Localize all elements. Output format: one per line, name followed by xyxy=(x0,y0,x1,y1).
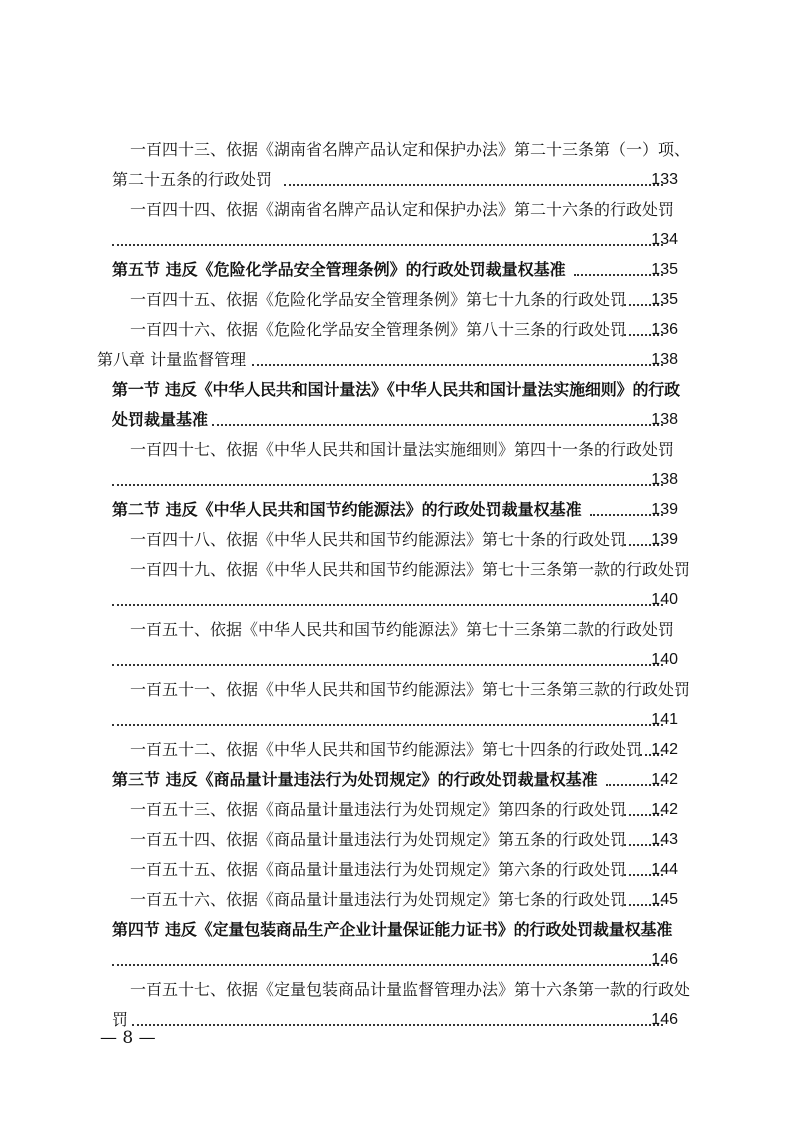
dot-leader xyxy=(112,228,663,252)
toc-entry-149[interactable] xyxy=(0,558,793,582)
toc-page-number: 138 xyxy=(651,471,678,488)
dot-leader xyxy=(112,708,663,732)
toc-entry-143[interactable] xyxy=(0,138,793,162)
toc-section-title: 第五节 违反《危险化学品安全管理条例》的行政处罚裁量权基准 xyxy=(112,260,566,279)
toc-entry-154[interactable] xyxy=(0,828,793,852)
dot-leader xyxy=(112,948,663,972)
dot-leader xyxy=(132,1008,663,1032)
toc-section-1[interactable] xyxy=(0,378,793,402)
toc-section-title: 第四节 违反《定量包装商品生产企业计量保证能力证书》的行政处罚裁量权基准 xyxy=(112,920,673,939)
toc-entry-153[interactable] xyxy=(0,798,793,822)
toc-entry-145[interactable] xyxy=(0,288,793,312)
toc-section-2[interactable] xyxy=(0,498,793,522)
toc-entry-147[interactable] xyxy=(0,438,793,462)
toc-page-number: 146 xyxy=(651,1011,678,1028)
dot-leader xyxy=(112,468,663,492)
toc-entry-text: 一百五十一、依据《中华人民共和国节约能源法》第七十三条第三款的行政处罚 xyxy=(130,680,691,699)
toc-entry-151[interactable] xyxy=(0,678,793,702)
toc-entry-text: 一百五十、依据《中华人民共和国节约能源法》第七十三条第二款的行政处罚 xyxy=(130,620,675,639)
toc-page-number: 138 xyxy=(651,411,678,428)
toc-page-number: 139 xyxy=(651,501,678,518)
toc-entry-text: 一百五十七、依据《定量包装商品计量监督管理办法》第十六条第一款的行政处 xyxy=(130,980,691,999)
toc-page-number: 143 xyxy=(651,831,678,848)
toc-entry-157[interactable] xyxy=(0,978,793,1002)
toc-section-title: 第三节 违反《商品量计量违法行为处罚规定》的行政处罚裁量权基准 xyxy=(112,770,598,789)
toc-entry-text: 一百五十五、依据《商品量计量违法行为处罚规定》第六条的行政处罚 xyxy=(130,860,627,879)
toc-entry-152[interactable] xyxy=(0,738,793,762)
toc-page-number: 135 xyxy=(651,291,678,308)
toc-page-number: 141 xyxy=(651,711,678,728)
toc-page-number: 139 xyxy=(651,531,678,548)
toc-page-number: 145 xyxy=(651,891,678,908)
toc-page-number: 146 xyxy=(651,951,678,968)
toc-page-number: 138 xyxy=(651,351,678,368)
toc-chapter-title: 第八章 计量监督管理 xyxy=(97,350,247,369)
toc-entry-text: 一百五十三、依据《商品量计量违法行为处罚规定》第四条的行政处罚 xyxy=(130,800,627,819)
toc-page-number: 134 xyxy=(651,231,678,248)
toc-section-5[interactable] xyxy=(0,258,793,282)
toc-entry-text: 一百五十四、依据《商品量计量违法行为处罚规定》第五条的行政处罚 xyxy=(130,830,627,849)
toc-page-number: 142 xyxy=(651,771,678,788)
toc-entry-150-cont[interactable] xyxy=(0,648,793,672)
toc-entry-text: 一百四十七、依据《中华人民共和国计量法实施细则》第四十一条的行政处罚 xyxy=(130,440,675,459)
toc-entry-text: 罚 xyxy=(112,1010,129,1029)
dot-leader xyxy=(212,408,663,432)
toc-entry-text: 第二十五条的行政处罚 xyxy=(112,170,273,189)
toc-section-4[interactable] xyxy=(0,918,793,942)
toc-section-title: 处罚裁量基准 xyxy=(112,410,209,429)
dot-leader xyxy=(252,348,663,372)
toc-section-title: 第一节 违反《中华人民共和国计量法》《中华人民共和国计量法实施细则》的行政 xyxy=(112,380,681,399)
toc-entry-144[interactable] xyxy=(0,198,793,222)
toc-entry-147-cont[interactable] xyxy=(0,468,793,492)
page-footer-number: — 8 — xyxy=(100,1028,156,1048)
dot-leader xyxy=(112,648,663,672)
toc-entry-text: 一百四十四、依据《湖南省名牌产品认定和保护办法》第二十六条的行政处罚 xyxy=(130,200,675,219)
toc-entry-text: 一百四十九、依据《中华人民共和国节约能源法》第七十三条第一款的行政处罚 xyxy=(130,560,691,579)
toc-page-number: 142 xyxy=(651,741,678,758)
toc-entry-143-cont[interactable] xyxy=(0,168,793,192)
dot-leader xyxy=(574,258,663,282)
toc-page-number: 142 xyxy=(651,801,678,818)
toc-page-number: 144 xyxy=(651,861,678,878)
toc-section-4-cont[interactable] xyxy=(0,948,793,972)
toc-entry-text: 一百五十二、依据《中华人民共和国节约能源法》第七十四条的行政处罚 xyxy=(130,740,643,759)
toc-page-number: 135 xyxy=(651,261,678,278)
toc-entry-155[interactable] xyxy=(0,858,793,882)
toc-page-number: 140 xyxy=(651,591,678,608)
toc-entry-text: 一百四十五、依据《危险化学品安全管理条例》第七十九条的行政处罚 xyxy=(130,290,627,309)
toc-entry-text: 一百四十三、依据《湖南省名牌产品认定和保护办法》第二十三条第（一）项、 xyxy=(130,140,691,159)
toc-entry-149-cont[interactable] xyxy=(0,588,793,612)
toc-chapter-8[interactable] xyxy=(0,348,793,372)
toc-entry-146[interactable] xyxy=(0,318,793,342)
toc-entry-156[interactable] xyxy=(0,888,793,912)
toc-page-number: 133 xyxy=(651,171,678,188)
toc-entry-text: 一百五十六、依据《商品量计量违法行为处罚规定》第七条的行政处罚 xyxy=(130,890,627,909)
toc-section-title: 第二节 违反《中华人民共和国节约能源法》的行政处罚裁量权基准 xyxy=(112,500,582,519)
dot-leader xyxy=(284,168,663,192)
toc-entry-text: 一百四十八、依据《中华人民共和国节约能源法》第七十条的行政处罚 xyxy=(130,530,627,549)
toc-entry-144-cont[interactable] xyxy=(0,228,793,252)
toc-entry-148[interactable] xyxy=(0,528,793,552)
toc-page-number: 136 xyxy=(651,321,678,338)
toc-entry-151-cont[interactable] xyxy=(0,708,793,732)
toc-section-3[interactable] xyxy=(0,768,793,792)
toc-entry-150[interactable] xyxy=(0,618,793,642)
toc-entry-text: 一百四十六、依据《危险化学品安全管理条例》第八十三条的行政处罚 xyxy=(130,320,627,339)
dot-leader xyxy=(112,588,663,612)
toc-section-1-cont[interactable] xyxy=(0,408,793,432)
toc-page-number: 140 xyxy=(651,651,678,668)
